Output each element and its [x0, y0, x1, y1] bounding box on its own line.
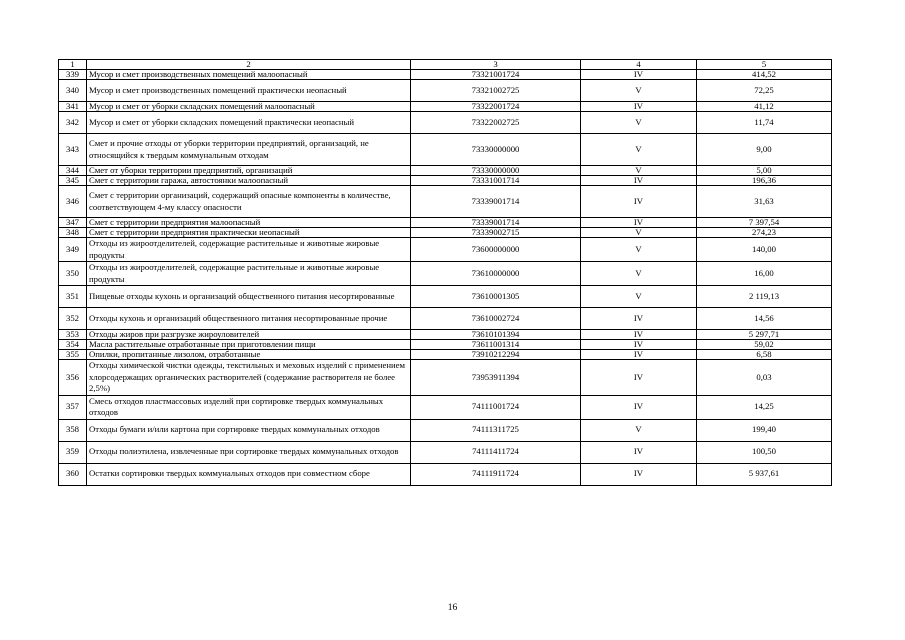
fkko-code: 73611001314: [411, 340, 581, 350]
hazard-class: V: [581, 134, 697, 166]
fkko-code: 73321002725: [411, 80, 581, 102]
header-col-number: 1: [59, 60, 87, 70]
waste-name: Смет с территории предприятия практически неопасный: [87, 228, 411, 238]
fkko-code: 73339001714: [411, 218, 581, 228]
fkko-code: 73910212294: [411, 350, 581, 360]
row-number: 346: [59, 186, 87, 218]
table-row: [59, 134, 832, 166]
waste-amount: 100,50: [697, 441, 832, 463]
hazard-class: IV: [581, 186, 697, 218]
table-row: [59, 286, 832, 308]
waste-amount: 6,58: [697, 350, 832, 360]
table-row: [59, 340, 832, 350]
table-row: [59, 308, 832, 330]
waste-name: Отходы из жироотделителей, содержащие растительные и животные жировые продукты: [87, 262, 411, 286]
waste-name: Пищевые отходы кухонь и организаций общественного питания несортированные: [87, 286, 411, 308]
waste-name: Мусор и смет производственных помещений практически неопасный: [87, 80, 411, 102]
hazard-class: V: [581, 166, 697, 176]
waste-amount: 14,56: [697, 308, 832, 330]
hazard-class: V: [581, 286, 697, 308]
header-col-code: 3: [411, 60, 581, 70]
fkko-code: 73330000000: [411, 134, 581, 166]
row-number: 339: [59, 70, 87, 80]
fkko-code: 73610002724: [411, 308, 581, 330]
header-col-class: 4: [581, 60, 697, 70]
hazard-class: IV: [581, 102, 697, 112]
hazard-class: V: [581, 419, 697, 441]
waste-name: Отходы бумаги и/или картона при сортировке твердых коммунальных отходов: [87, 419, 411, 441]
table-row: [59, 228, 832, 238]
fkko-code: 73339002715: [411, 228, 581, 238]
fkko-code: 74111311725: [411, 419, 581, 441]
waste-name: Отходы химической чистки одежды, текстильных и меховых изделий с применением хлорсодержащих органических растворителей (содержание растворителя не более 2,5%): [87, 360, 411, 396]
fkko-code: 74111411724: [411, 441, 581, 463]
table-row: [59, 112, 832, 134]
waste-amount: 31,63: [697, 186, 832, 218]
header-col-value: 5: [697, 60, 832, 70]
waste-name: Масла растительные отработанные при приготовлении пищи: [87, 340, 411, 350]
waste-amount: 72,25: [697, 80, 832, 102]
waste-name: Мусор и смет от уборки складских помещений малоопасный: [87, 102, 411, 112]
table-row: [59, 262, 832, 286]
fkko-code: 73610000000: [411, 262, 581, 286]
waste-name: Смесь отходов пластмассовых изделий при сортировке твердых коммунальных отходов: [87, 395, 411, 419]
table-row: [59, 330, 832, 340]
hazard-class: IV: [581, 340, 697, 350]
table-row: [59, 350, 832, 360]
fkko-code: 73600000000: [411, 238, 581, 262]
table-row: [59, 419, 832, 441]
row-number: 353: [59, 330, 87, 340]
fkko-code: 73610001305: [411, 286, 581, 308]
waste-amount: 14,25: [697, 395, 832, 419]
row-number: 345: [59, 176, 87, 186]
row-number: 349: [59, 238, 87, 262]
waste-amount: 140,00: [697, 238, 832, 262]
waste-name: Мусор и смет производственных помещений малоопасный: [87, 70, 411, 80]
waste-amount: 41,12: [697, 102, 832, 112]
waste-amount: 2 119,13: [697, 286, 832, 308]
waste-table: [58, 59, 832, 486]
table-row: [59, 463, 832, 485]
hazard-class: IV: [581, 218, 697, 228]
row-number: 352: [59, 308, 87, 330]
row-number: 356: [59, 360, 87, 396]
row-number: 358: [59, 419, 87, 441]
fkko-code: 74111911724: [411, 463, 581, 485]
hazard-class: V: [581, 112, 697, 134]
table-row: [59, 238, 832, 262]
header-col-name: 2: [87, 60, 411, 70]
table-row: [59, 70, 832, 80]
row-number: 340: [59, 80, 87, 102]
waste-amount: 7 397,54: [697, 218, 832, 228]
waste-name: Отходы полиэтилена, извлеченные при сортировке твердых коммунальных отходов: [87, 441, 411, 463]
waste-amount: 5,00: [697, 166, 832, 176]
waste-amount: 5 937,61: [697, 463, 832, 485]
waste-name: Смет с территории гаража, автостоянки малоопасный: [87, 176, 411, 186]
row-number: 342: [59, 112, 87, 134]
hazard-class: IV: [581, 176, 697, 186]
waste-amount: 274,23: [697, 228, 832, 238]
waste-name: Смет и прочие отходы от уборки территории предприятий, организаций, не относящийся к твердым коммунальным отходам: [87, 134, 411, 166]
waste-amount: 5 297,71: [697, 330, 832, 340]
table-row: [59, 441, 832, 463]
table-row: [59, 102, 832, 112]
fkko-code: 73331001714: [411, 176, 581, 186]
hazard-class: IV: [581, 308, 697, 330]
fkko-code: 73321001724: [411, 70, 581, 80]
hazard-class: IV: [581, 463, 697, 485]
row-number: 354: [59, 340, 87, 350]
row-number: 343: [59, 134, 87, 166]
waste-amount: 414,52: [697, 70, 832, 80]
waste-amount: 199,40: [697, 419, 832, 441]
fkko-code: 73953911394: [411, 360, 581, 396]
waste-name: Остатки сортировки твердых коммунальных отходов при совместном сборе: [87, 463, 411, 485]
fkko-code: 73322001724: [411, 102, 581, 112]
fkko-code: 73339001714: [411, 186, 581, 218]
table-row: [59, 186, 832, 218]
waste-name: Отходы жиров при разгрузке жироуловителей: [87, 330, 411, 340]
table-header-row: [59, 60, 832, 70]
waste-name: Мусор и смет от уборки складских помещений практически неопасный: [87, 112, 411, 134]
hazard-class: V: [581, 228, 697, 238]
table-row: [59, 395, 832, 419]
hazard-class: IV: [581, 330, 697, 340]
waste-name: Отходы из жироотделителей, содержащие растительные и животные жировые продукты: [87, 238, 411, 262]
waste-name: Смет с территории организаций, содержащий опасные компоненты в количестве, соответствующем 4-му классу опасности: [87, 186, 411, 218]
waste-table-container: [58, 59, 831, 486]
fkko-code: 73610101394: [411, 330, 581, 340]
row-number: 341: [59, 102, 87, 112]
waste-name: Смет с территории предприятия малоопасный: [87, 218, 411, 228]
hazard-class: IV: [581, 441, 697, 463]
fkko-code: 74111001724: [411, 395, 581, 419]
waste-amount: 16,00: [697, 262, 832, 286]
table-row: [59, 166, 832, 176]
table-row: [59, 360, 832, 396]
hazard-class: IV: [581, 350, 697, 360]
waste-amount: 11,74: [697, 112, 832, 134]
waste-amount: 59,02: [697, 340, 832, 350]
waste-name: Отходы кухонь и организаций общественного питания несортированные прочие: [87, 308, 411, 330]
row-number: 359: [59, 441, 87, 463]
table-row: [59, 176, 832, 186]
table-row: [59, 80, 832, 102]
row-number: 360: [59, 463, 87, 485]
row-number: 351: [59, 286, 87, 308]
fkko-code: 73322002725: [411, 112, 581, 134]
waste-name: Смет от уборки территории предприятий, организаций: [87, 166, 411, 176]
waste-amount: 0,03: [697, 360, 832, 396]
hazard-class: V: [581, 80, 697, 102]
page-number: 16: [447, 603, 458, 613]
row-number: 347: [59, 218, 87, 228]
hazard-class: V: [581, 238, 697, 262]
waste-amount: 196,36: [697, 176, 832, 186]
row-number: 350: [59, 262, 87, 286]
row-number: 344: [59, 166, 87, 176]
waste-name: Опилки, пропитанные лизолом, отработанные: [87, 350, 411, 360]
hazard-class: IV: [581, 360, 697, 396]
waste-amount: 9,00: [697, 134, 832, 166]
row-number: 357: [59, 395, 87, 419]
fkko-code: 73330000000: [411, 166, 581, 176]
hazard-class: V: [581, 262, 697, 286]
row-number: 355: [59, 350, 87, 360]
hazard-class: IV: [581, 70, 697, 80]
table-row: [59, 218, 832, 228]
row-number: 348: [59, 228, 87, 238]
hazard-class: IV: [581, 395, 697, 419]
